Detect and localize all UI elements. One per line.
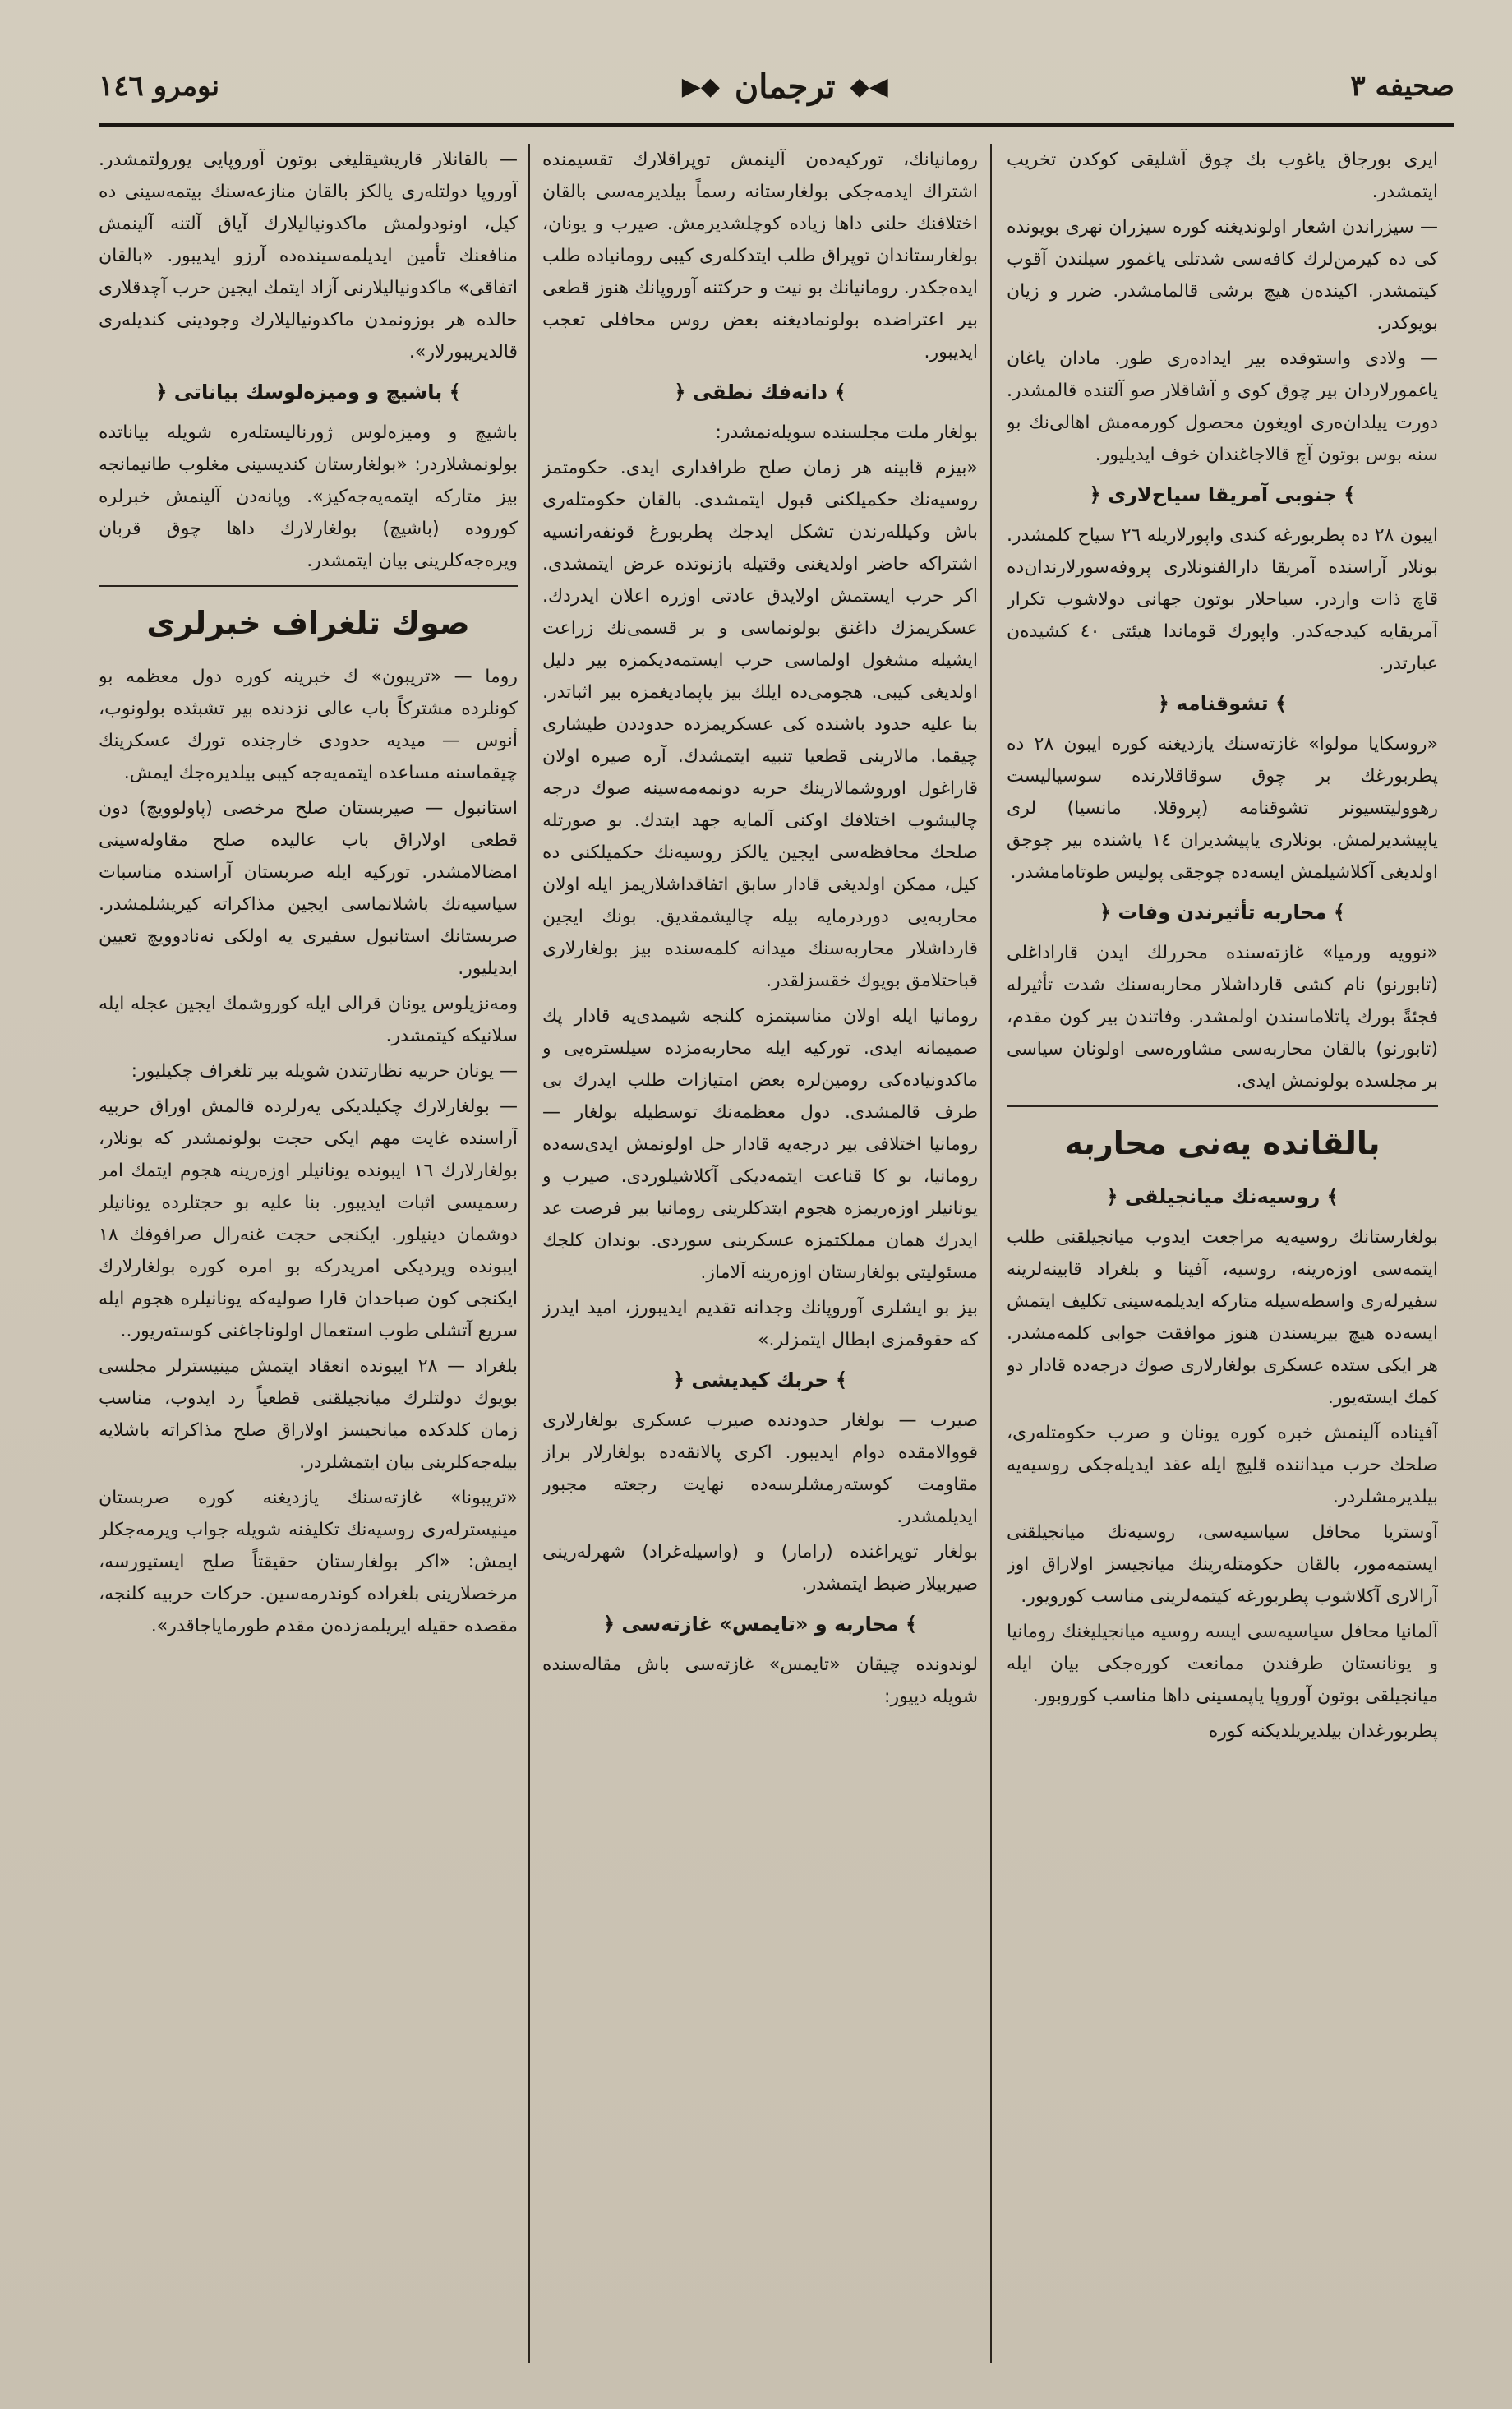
article-paragraph: صیرب — بولغار حدودنده صیرب عسکری بولغارلاری قووالامقده دوام ایدیبور. اکری پالانقه‌ده بولغارلار براز مقاومت کوسته‌رمشلرسه‌ده نهایت رجعته مجبور ایدیلمشدر. [542, 1410, 978, 1527]
article-paragraph: ایری بورجاق یاغوب بك چوق آشلیقی کوکدن تخریب ایتمشدر. [1007, 150, 1438, 202]
ornament-icon: ◀◆ [850, 72, 888, 101]
article-subheading: ﴾ دانه‌فك نطقی ﴿ [674, 381, 846, 404]
left-column [99, 144, 518, 2363]
article-paragraph: «بیزم قابینه هر زمان صلح طرافداری ایدی. حکومتمز روسیه‌نك حکمیلکنی قبول ایتمشدی. بالقان حکومتله‌ری باش وکیلله‌رندن تشکل ایدجك پطربورغ قونفه‌رانسیه اشتراکه حاضر اولدیغنی وقتیله بازنوتده عرض ایتمشدی. اکر حرب ایستمش اولایدق عادتی اوزره اعلان ایدردك. عسکریمزك داغنق بولونماسی و بر قسمی‌نك زراعت ایشیله مشغول اولماسی حرب ایستمه‌دیکمزه بیر دلیل اولدیغی کیبی. هجومی‌ده ایلك بیز یاپمادیغمزه بیر اثباتدر. بنا علیه حدود باشنده کی عسکریمزده حدوددن طیشاری چیقما. مالارینی قطعیا تنبیه ایتمشدك. آره صیره اولان قاراغول اوروشمالارینك حربه دونمه‌مه‌سینه صوك درجه چالیشوب اختلافك اوکنی آلمایه جهد ایتدك. بو صورتله صلحك محافظه‌سی ایجین یالکز روسیه‌نك حکمیلکنی ده کیل، ممکن اولدیغی قادار سابق اتفاقداشلاریمز ایله اولان محاربه‌یی دوردرمایه بیله چالیشمقدیق. بونك ایجین قارداشلار محاربه‌سنك میدانه کلمه‌سنده بیز بولغارلاری قباحتلامق بویوك خقسزلقدر. [542, 458, 978, 991]
article-paragraph: — بالقانلار قاریشیقلیغی بوتون آوروپایی یورولتمشدر. آوروپا دولتله‌ری یالکز بالقان منازعه‌سنك بیتمه‌سینی ده کیل، اونودولمش ماکدونیالیلارك آیاق آلتنه آلینمش منافعنك تأمین ایدیلمه‌سینده‌ده آرزو ایدیبور. «بالقان اتفاقی» ماکدونیالیلارنی آزاد ایتمك ایجین حرب آچدقلاری حالده هر بوزونمدن ماکدونیالیلارك وجودینی کندیله‌ری قالدیریبورلار». [99, 150, 518, 362]
article-paragraph: آوستریا محافل سیاسیه‌سی، روسیه‌نك میانجیلقنی ایستمه‌مور، بالقان حکومتله‌رینك میانجیسز اولاراق اوز آرالاری آکلاشوب پطربورغه کیتمه‌لرینی مناسب کورویور. [1007, 1522, 1438, 1607]
article-paragraph: «تریبونا» غازته‌سنك یازدیغنه کوره صربستان مینیسترله‌ری روسیه‌نك تکلیفنه شویله جواب ویرمه‌جکلر ایمش: «اکر بولغارستان حقیقتاً صلح ایستیورسه، مرخصلارینی بلغراده کوندرمه‌سین. حرکات حربیه کلنجه، مقصده حقیله ایریلمه‌زده‌ن مقدم طورمایاجاقدر». [99, 1488, 518, 1636]
article-paragraph: بولغار توپراغنده (رامار) و (واسیله‌غراد) شهرله‌رینی صیربیلار ضبط ایتمشدر. [542, 1542, 978, 1594]
article-paragraph: بولغارستانك روسیه‌یه مراجعت ایدوب میانجیلقنی طلب ایتمه‌سی اوزه‌رینه، روسیه، آفینا و بلغراد قابینه‌لرینه سفیرله‌ری واسطه‌سیله متارکه ایدیلمه‌سینی تکلیف ایتمش ایسه‌ده هیچ بیریسندن هنوز موافقت جوابی کلمه‌مشدر. هر ایکی ستده عسکری بولغارلاری صوك درجه‌ده قادار دو کمك ایسته‌یور. [1007, 1227, 1438, 1408]
article-paragraph: بیز بو ایشلری آوروپانك وجدانه تقدیم ایدیبورز، امید ایدرز که حقوقمزی ابطال ایتمزلر.» [542, 1298, 978, 1350]
right-column [1007, 144, 1438, 2363]
article-paragraph: رومانیا ایله اولان مناسبتمزه کلنجه شیمدی‌یه قادار پك صمیمانه ایدی. تورکیه ایله محاربه‌مزده سیلستره‌یی و ماکدونیاده‌کی رومین‌لره بعض امتیازات طلب ایدرك بی طرف قالمشدی. دول معظمه‌نك توسطیله بولغار — رومانیا اختلافی بیر درجه‌یه قادار حل اولونمش ایدی‌سه‌ده رومانیا، بو کا قناعت ایتمه‌دیکی آکلاشیلوردی. صیرب و یونانیلر اوزه‌ریمزه هجوم ایتدکلرینی رومانیا بیر فرصت عد ایدرك همان مملکتمزه عسکرینی سوردی. بوندان کلجك مسئولیتی بولغارستان اوزه‌رینه آلاماز. [542, 1006, 978, 1283]
section-rule [1007, 1105, 1438, 1107]
section-headline: بالقانده یه‌نی محاربه [1064, 1125, 1381, 1161]
article-paragraph: آفیناده آلینمش خبره کوره یونان و صرب حکومتله‌ری، صلحك حرب میداننده قلیچ ایله عقد ایدیله‌جکی روسیه‌یه بیلدیرمشلردر. [1007, 1423, 1438, 1507]
article-paragraph: — یونان حربیه نظارتندن شویله بیر تلغراف چکیلیور: [131, 1061, 518, 1082]
section-rule [99, 585, 518, 587]
section-headline: صوك تلغراف خبرلری [146, 605, 470, 641]
article-paragraph: بلغراد — ٢٨ ایبونده انعقاد ایتمش مینیسترلر مجلسی بویوك دولتلرك میانجیلقنی قطعیاً رد ایدوب، مناسب زمان کلدکده میانجیسز اولاراق صلح مذاکراته باشلایه بیله‌جه‌کلرینی بیان ایتمشلردر. [99, 1356, 518, 1473]
article-paragraph: بولغار ملت مجلسنده سویله‌نمشدر: [715, 422, 978, 443]
article-paragraph: «روسکایا مولوا» غازته‌سنك یازدیغنه کوره ایبون ٢٨ ده پطربورغك بر چوق سوقاقلارنده سوسیالیست رهوولیتسیونر تشوقنامه (پروقلا. مانسیا) لری یاپیشدیرلمش. بونلاری یاپیشدیران ١٤ یاشنده بیر چوجق اولدیغی آکلاشیلمش ایسه‌ده چوجقی پولیس طوتامامشدر. [1007, 734, 1438, 883]
article-paragraph: — بولغارلارك چکیلدیکی یه‌رلرده قالمش اوراق حربیه آراسنده غایت مهم ایکی حجت بولونمشدر که بونلار، بولغارلارك ١٦ ایبونده یونانیلر اوزه‌رینه هجوم ایتمك امر رسمیسی اثبات ایدیبور. بنا علیه بو حجتلرده یونانیلر دوشمان دینیلور. ایکنجی حجت غنه‌رال صرافوفك ١٨ ایبونده ویردیکی امریدرکه بو امره کوره بولغارلارك ایکنجی کون صباحدان قارا صولیه‌که یونانیلره هجوم ایله سریع آتشلی طوب استعمال اولوناجاغنی کوسته‌ریور.. [99, 1096, 518, 1341]
page-number-label: صحیفه ٣ [1350, 70, 1454, 103]
article-paragraph: لوندونده چیقان «تایمس» غازته‌سی باش مقاله‌سنده شویله دییور: [542, 1654, 978, 1707]
article-paragraph: — ولادی واستوقده بیر ایداده‌ری طور. مادان یاغان یاغمورلاردان بیر چوق کوی و آشاقلار صو آلتنده قالمشدر. دورت ییلدان‌ه‌ری اویغون محصول کورمه‌مش اهالی‌نك بو سنه بوس بوتون آچ قالاجاغندان خوف ایدیلیور. [1007, 348, 1438, 465]
article-subheading: ﴾ باشیچ و ومیزه‌لوسك بیاناتی ﴿ [155, 381, 461, 404]
article-subheading: ﴾ تشوقنامه ﴿ [1157, 692, 1288, 715]
article-paragraph: ایبون ٢٨ ده پطربورغه کندی واپورلاریله ٢٦ سیاح کلمشدر. بونلار آراسنده آمریقا دارالفنونلاری پروفه‌سورلارندان‌ده قاچ ذات واردر. سیاحلار بوتون جهانی دولاشوب تکرار آمریقایه کیدجه‌کدر. واپورك قوماندا هیئتی ٤٠ کشیده‌ن عبارتدر. [1007, 525, 1438, 674]
article-paragraph: پطربورغدان بیلدیریلدیکنه کوره [1208, 1721, 1438, 1742]
article-paragraph: رومانیانك، تورکیه‌ده‌ن آلینمش توپراقلارك تقسیمنده اشتراك ایدمه‌جکی بولغارستانه رسماً بیلدیرمه‌سی بالقان اختلافنك حلنی داها زیاده کوچلشدیرمش. صیرب و یونان، بولغارستاندان توپراق طلب ایتدکله‌ری کیبی رومانیاده طلب ایده‌جکدر. رومانیانك بو نیت و حرکتنه آوروپانك هنوز قطعی بیر اعتراضده بولونمادیغنه بعض روس محافلی تعجب ایدیبور. [542, 150, 978, 362]
ornament-icon: ◆▶ [681, 72, 720, 101]
article-paragraph: — سیزراندن اشعار اولوندیغنه کوره سیزران نهری بویونده کی ده کیرمن‌لرك کافه‌سی شدتلی یاغمور سیلندن آقوب کیتمشدر. اکینده‌ن هیچ برشی قالمامشدر. ضرر و زیان بویوکدر. [1007, 217, 1438, 334]
article-paragraph: باشیچ و ومیزه‌لوس ژورنالیستله‌ره شویله بیاناتده بولونمشلاردر: «بولغارستان کندیسینی مغلوب طانیمانجه بیز متارکه ایتمه‌یه‌جه‌کیز». وپانه‌دن آلینمش خبرلره کوروده (باشیچ) بولغارلارك داها چوق قربان ویره‌جه‌کلرینی بیان ایتمشدر. [99, 422, 518, 571]
issue-number-label: نومرو ١٤٦ [99, 70, 220, 103]
column-divider [990, 144, 992, 2363]
masthead-rule [99, 123, 1454, 127]
column-divider [528, 144, 530, 2363]
article-subheading: ﴾ محاربه و «تایمس» غازته‌سی ﴿ [602, 1613, 918, 1636]
newspaper-title [682, 67, 888, 106]
article-subheading: ﴾ جنوبی آمریقا سیاح‌لاری ﴿ [1089, 483, 1356, 506]
article-subheading: ﴾ روسیه‌نك میانجیلقی ﴿ [1106, 1185, 1339, 1208]
masthead [99, 49, 1454, 123]
article-paragraph: ومه‌نزیلوس یونان قرالی ایله کوروشمك ایجین عجله ایله سلانیکه کیتمشدر. [99, 994, 518, 1046]
newspaper-name: ترجمان [734, 67, 836, 106]
article-paragraph: «نوویه ورمیا» غازته‌سنده محررلك ایدن قاراداغلی (تابورنو) نام کشی قارداشلار محاربه‌سنك شدت تأثیرله فجئةً بورك پاتلاماسندن اولمشدر. وفاتندن بیر کون مقدم، (تابورنو) بالقان محاربه‌سی مشاوره‌سی اولونان سیاسی بر مجلسده بولونمش ایدی. [1007, 943, 1438, 1091]
article-subheading: ﴾ حربك کیدیشی ﴿ [672, 1368, 848, 1391]
article-paragraph: استانبول — صیربستان صلح مرخصی (پاولوویچ) دون قطعی اولاراق باب عالیده صلح مقاوله‌سینی امضالامشدر. تورکیه ایله صربستان آراسنده مناسبات سیاسیه‌نك باشلانماسی ایجین مذاکراته کیریشلمشدر. صربستانك استانبول سفیری یه اولکی نه‌نادوویچ تعیین ایدیلیور. [99, 798, 518, 979]
middle-column [542, 144, 978, 2363]
article-paragraph: روما — «تریبون» ك خبرینه کوره دول معظمه بو کونلرده مشترکاً باب عالی نزدنده بیر تشبثده بولونوب، أنوس — میدیه حدودی خارجنده تورك عسکرینك چیقماسنه مساعده ایتمه‌یه‌جه کیبی بیلدیره‌جك ایمش. [99, 667, 518, 783]
article-subheading: ﴾ محاربه تأثیرندن وفات ﴿ [1099, 901, 1345, 924]
article-paragraph: آلمانیا محافل سیاسیه‌سی ایسه روسیه میانجیلیغنك رومانیا و یونانستان طرفندن ممانعت کوره‌جکی بیان ایله میانجیلقی بوتون آوروپا یاپمسینی داها مناسب کوروبور. [1007, 1622, 1438, 1706]
